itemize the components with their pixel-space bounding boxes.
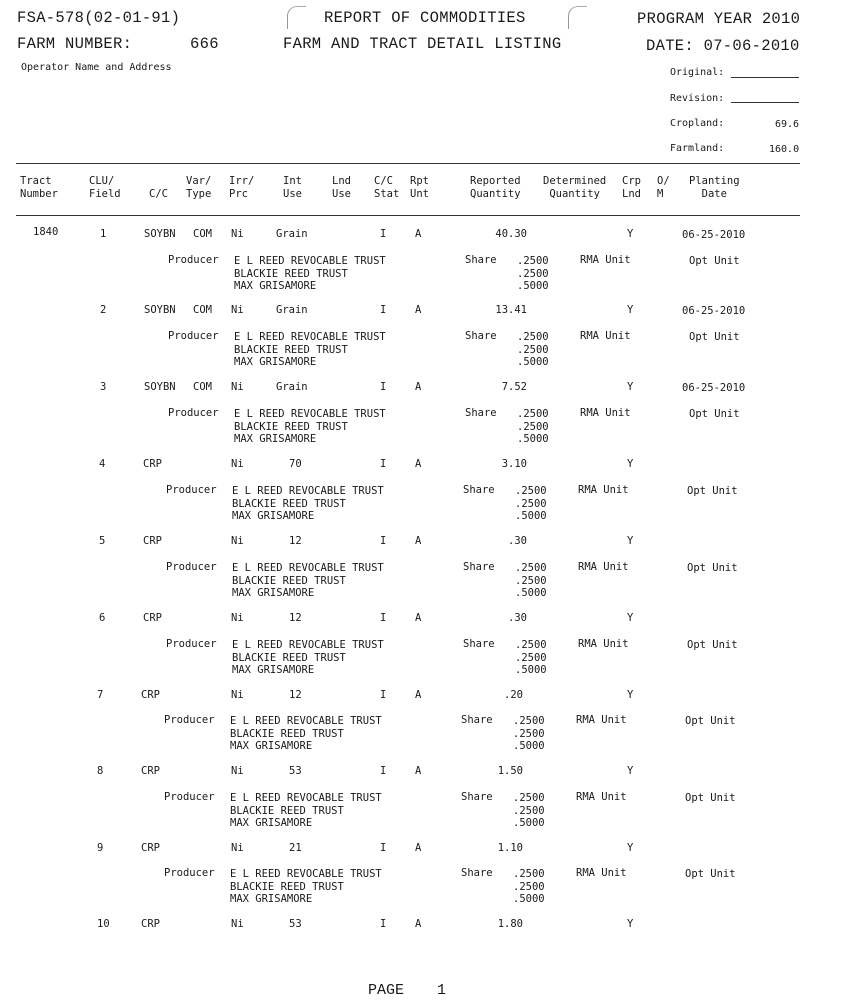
rma-unit-label: RMA Unit [576,714,627,726]
share-value: .5000 [513,740,545,752]
col-planting-date: Planting Date [689,175,740,200]
clu-field: 5 [99,535,106,547]
form-id: FSA-578(02-01-91) [17,9,181,27]
farmland-label: Farmland: [670,143,725,154]
col-clu: CLU/ Field [89,175,121,200]
producer-label: Producer [164,791,215,803]
rma-unit-label: RMA Unit [580,407,631,419]
clu-field: 10 [97,918,110,930]
irrigation-practice: Ni [231,765,244,777]
report-date: DATE: 07-06-2010 [646,37,800,55]
share-value: .5000 [517,280,549,292]
producer-name: MAX GRISAMORE [230,817,313,829]
scan-mark [568,6,587,29]
intended-use: 12 [289,689,302,701]
col-tract: Tract Number [20,175,58,200]
producer-label: Producer [164,867,215,879]
opt-unit-label: Opt Unit [687,485,738,497]
revision-label: Revision: [670,93,725,104]
commodity-code: CRP [143,458,162,470]
share-value: .2500 [517,267,549,280]
share-value: .2500 [515,574,547,587]
crop-land: Y [627,765,634,777]
producer-name: E L REED REVOCABLE TRUST [232,485,384,497]
crop-land: Y [627,381,634,393]
producer-name: BLACKIE REED TRUST [234,420,348,433]
producer-name: BLACKIE REED TRUST [232,574,346,587]
producer-name: BLACKIE REED TRUST [230,727,344,740]
reported-quantity: .30 [508,535,527,547]
producer-name: E L REED REVOCABLE TRUST [234,331,386,343]
rma-unit-label: RMA Unit [578,484,629,496]
col-crp-lnd: Crp Lnd [622,175,641,200]
planting-date: 06-25-2010 [682,382,746,394]
intended-use: Grain [276,304,308,316]
farm-number: 666 [190,35,219,53]
farmland-value: 160.0 [769,144,800,155]
producer-name: E L REED REVOCABLE TRUST [232,639,384,651]
col-rpt-unt: Rpt Unt [410,175,429,200]
producer-name: BLACKIE REED TRUST [230,804,344,817]
rma-unit-label: RMA Unit [580,330,631,342]
opt-unit-label: Opt Unit [685,792,736,804]
commodity-code: CRP [141,689,160,701]
scan-mark [287,6,306,29]
clu-field: 4 [99,458,106,470]
opt-unit-label: Opt Unit [689,331,740,343]
share-value: .2500 [513,715,545,727]
cc-status: I [380,612,387,624]
producer-name: MAX GRISAMORE [234,356,317,368]
variety-type: COM [193,228,212,240]
cc-status: I [380,842,387,854]
variety-type: COM [193,304,212,316]
reported-quantity: 1.10 [497,842,523,854]
cc-status: I [380,304,387,316]
reported-quantity: 13.41 [495,304,527,316]
tract-number: 1840 [33,226,59,238]
irrigation-practice: Ni [231,304,244,316]
producer-name: E L REED REVOCABLE TRUST [232,562,384,574]
planting-date: 06-25-2010 [682,229,746,241]
col-var: Var/ Type [186,175,212,200]
producer-name: BLACKIE REED TRUST [232,651,346,664]
reported-quantity: 3.10 [501,458,527,470]
crop-land: Y [627,918,634,930]
report-unit: A [415,304,422,316]
commodity-code: SOYBN [144,381,176,393]
opt-unit-label: Opt Unit [687,639,738,651]
crop-land: Y [627,612,634,624]
irrigation-practice: Ni [231,381,244,393]
col-reported-qty: Reported Quantity [470,175,521,200]
clu-field: 2 [100,304,107,316]
irrigation-practice: Ni [231,228,244,240]
share-value: .2500 [517,255,549,267]
intended-use: 53 [289,765,302,777]
col-cc-stat: C/C Stat [374,175,400,200]
opt-unit-label: Opt Unit [689,408,740,420]
cc-status: I [380,765,387,777]
share-label: Share [465,254,497,266]
report-subtitle: FARM AND TRACT DETAIL LISTING [283,35,562,53]
irrigation-practice: Ni [231,535,244,547]
report-unit: A [415,842,422,854]
reported-quantity: .30 [508,612,527,624]
share-value: .5000 [513,817,545,829]
share-value: .2500 [513,880,545,893]
reported-quantity: 1.80 [497,918,523,930]
clu-field: 9 [97,842,104,854]
header-rule-top [16,163,800,164]
clu-field: 6 [99,612,106,624]
producer-name: MAX GRISAMORE [232,510,315,522]
share-label: Share [461,791,493,803]
producer-label: Producer [166,484,217,496]
rma-unit-label: RMA Unit [578,638,629,650]
share-value: .2500 [517,408,549,420]
irrigation-practice: Ni [231,689,244,701]
opt-unit-label: Opt Unit [685,868,736,880]
farm-number-label: FARM NUMBER: [17,35,133,53]
producer-name: BLACKIE REED TRUST [230,880,344,893]
header-rule-bottom [16,215,800,216]
original-blank [731,77,799,78]
col-irr: Irr/ Prc [229,175,255,200]
share-label: Share [465,330,497,342]
share-value: .2500 [515,497,547,510]
share-value: .2500 [515,639,547,651]
share-value: .5000 [515,510,547,522]
cc-status: I [380,918,387,930]
report-unit: A [415,535,422,547]
share-label: Share [465,407,497,419]
producer-name: MAX GRISAMORE [232,664,315,676]
cc-status: I [380,228,387,240]
program-year: PROGRAM YEAR 2010 [637,10,801,28]
opt-unit-label: Opt Unit [685,715,736,727]
operator-label: Operator Name and Address [21,62,172,73]
commodity-code: CRP [141,918,160,930]
opt-unit-label: Opt Unit [689,255,740,267]
page-number: 1 [437,982,447,999]
commodity-code: CRP [141,765,160,777]
report-unit: A [415,765,422,777]
share-label: Share [461,714,493,726]
report-unit: A [415,381,422,393]
share-label: Share [463,484,495,496]
rma-unit-label: RMA Unit [580,254,631,266]
crop-land: Y [627,228,634,240]
commodity-code: SOYBN [144,228,176,240]
share-value: .2500 [513,804,545,817]
share-value: .2500 [515,651,547,664]
producer-name: MAX GRISAMORE [232,587,315,599]
report-unit: A [415,458,422,470]
share-value: .2500 [513,792,545,804]
producer-name: E L REED REVOCABLE TRUST [234,255,386,267]
share-value: .2500 [517,420,549,433]
col-determined-qty: Determined Quantity [543,175,607,200]
reported-quantity: 7.52 [501,381,527,393]
producer-name: MAX GRISAMORE [234,280,317,292]
producer-name: BLACKIE REED TRUST [232,497,346,510]
intended-use: 21 [289,842,302,854]
share-label: Share [463,638,495,650]
crop-land: Y [627,842,634,854]
producer-label: Producer [168,407,219,419]
producer-label: Producer [168,330,219,342]
col-cc: C/C [149,188,168,200]
share-value: .2500 [513,727,545,740]
revision-blank [731,102,799,103]
producer-name: E L REED REVOCABLE TRUST [230,715,382,727]
producer-name: MAX GRISAMORE [230,893,313,905]
share-value: .2500 [515,485,547,497]
cc-status: I [380,458,387,470]
irrigation-practice: Ni [231,918,244,930]
crop-land: Y [627,458,634,470]
col-int-use: Int Use [283,175,302,200]
clu-field: 3 [100,381,107,393]
producer-label: Producer [166,561,217,573]
producer-name: MAX GRISAMORE [230,740,313,752]
cc-status: I [380,381,387,393]
crop-land: Y [627,304,634,316]
report-unit: A [415,612,422,624]
cc-status: I [380,535,387,547]
irrigation-practice: Ni [231,458,244,470]
report-unit: A [415,918,422,930]
report-title: REPORT OF COMMODITIES [324,9,526,27]
clu-field: 7 [97,689,104,701]
commodity-code: CRP [143,612,162,624]
intended-use: Grain [276,381,308,393]
intended-use: 53 [289,918,302,930]
share-value: .2500 [517,331,549,343]
intended-use: 12 [289,612,302,624]
commodity-code: CRP [143,535,162,547]
producer-label: Producer [166,638,217,650]
producer-label: Producer [164,714,215,726]
crop-land: Y [627,535,634,547]
original-label: Original: [670,67,725,78]
reported-quantity: 1.50 [497,765,523,777]
irrigation-practice: Ni [231,842,244,854]
share-value: .5000 [517,356,549,368]
reported-quantity: .20 [504,689,523,701]
clu-field: 1 [100,228,107,240]
rma-unit-label: RMA Unit [578,561,629,573]
share-label: Share [461,867,493,879]
producer-name: E L REED REVOCABLE TRUST [230,792,382,804]
intended-use: 70 [289,458,302,470]
producer-name: BLACKIE REED TRUST [234,343,348,356]
producer-name: BLACKIE REED TRUST [234,267,348,280]
producer-label: Producer [168,254,219,266]
planting-date: 06-25-2010 [682,305,746,317]
share-value: .5000 [517,433,549,445]
commodity-code: SOYBN [144,304,176,316]
producer-name: E L REED REVOCABLE TRUST [234,408,386,420]
irrigation-practice: Ni [231,612,244,624]
report-unit: A [415,689,422,701]
share-label: Share [463,561,495,573]
intended-use: Grain [276,228,308,240]
col-lnd-use: Lnd Use [332,175,351,200]
share-value: .5000 [513,893,545,905]
producer-name: E L REED REVOCABLE TRUST [230,868,382,880]
intended-use: 12 [289,535,302,547]
share-value: .2500 [517,343,549,356]
cropland-value: 69.6 [775,119,800,130]
opt-unit-label: Opt Unit [687,562,738,574]
rma-unit-label: RMA Unit [576,867,627,879]
cc-status: I [380,689,387,701]
producer-name: MAX GRISAMORE [234,433,317,445]
variety-type: COM [193,381,212,393]
col-om: O/ M [657,175,670,200]
rma-unit-label: RMA Unit [576,791,627,803]
crop-land: Y [627,689,634,701]
share-value: .2500 [515,562,547,574]
clu-field: 8 [97,765,104,777]
cropland-label: Cropland: [670,118,725,129]
share-value: .2500 [513,868,545,880]
page-label: PAGE [368,982,405,999]
report-unit: A [415,228,422,240]
commodity-code: CRP [141,842,160,854]
share-value: .5000 [515,587,547,599]
share-value: .5000 [515,664,547,676]
reported-quantity: 40.30 [495,228,527,240]
